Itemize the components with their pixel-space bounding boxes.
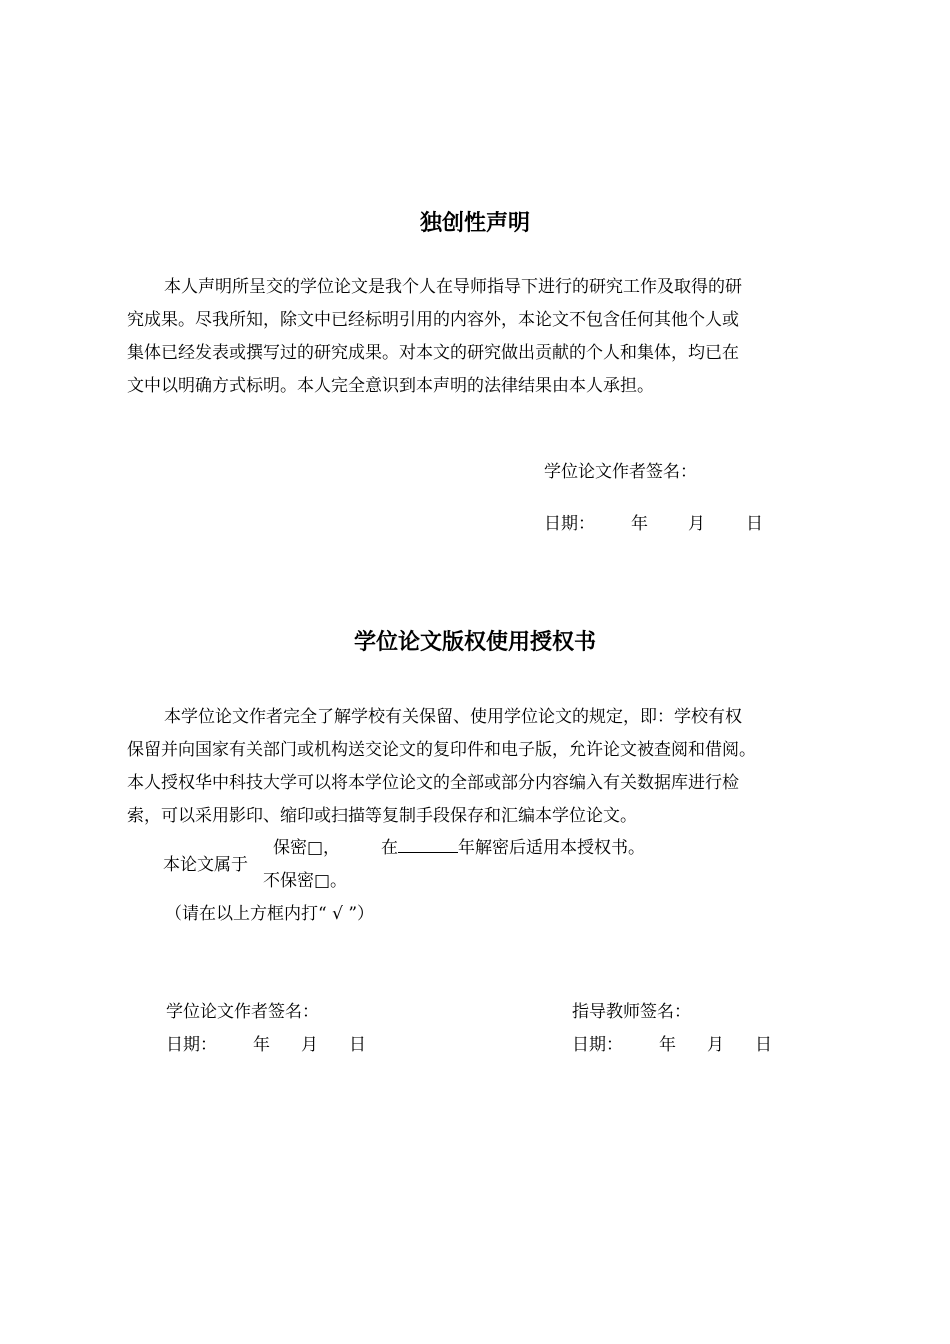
declaration-year-label: 年 <box>631 514 648 534</box>
declaration-line: 究成果。尽我所知，除文中已经标明引用的内容外，本论文不包含任何其他个人或 <box>127 310 739 330</box>
after-decrypt-text: 年解密后适用本授权书。 <box>458 838 645 858</box>
declaration-body <box>127 271 827 403</box>
in-text: 在 <box>381 838 398 858</box>
author-date-label: 日期： <box>166 1035 217 1055</box>
authorization-line: 本学位论文作者完全了解学校有关保留、使用学位论文的规定，即：学校有权 <box>164 707 742 727</box>
author-day-label: 日 <box>349 1035 366 1055</box>
declaration-title: 独创性声明 <box>419 211 530 236</box>
author-month-label: 月 <box>301 1035 318 1055</box>
supervisor-month-label: 月 <box>707 1035 724 1055</box>
authorization-line: 保留并向国家有关部门或机构送交论文的复印件和电子版，允许论文被查阅和借阅。 <box>127 740 756 760</box>
authorization-title: 学位论文版权使用授权书 <box>353 630 596 655</box>
supervisor-year-label: 年 <box>659 1035 676 1055</box>
author-year-label: 年 <box>253 1035 270 1055</box>
declaration-line: 文中以明确方式标明。本人完全意识到本声明的法律结果由本人承担。 <box>127 376 654 396</box>
authorization-line: 索，可以采用影印、缩印或扫描等复制手段保存和汇编本学位论文。 <box>127 806 637 826</box>
supervisor-date-label: 日期： <box>572 1035 623 1055</box>
supervisor-day-label: 日 <box>755 1035 772 1055</box>
confidential-option: 保密□， <box>273 838 341 858</box>
declaration-day-label: 日 <box>746 514 763 534</box>
authorization-line: 本人授权华中科技大学可以将本学位论文的全部或部分内容编入有关数据库进行检 <box>127 773 739 793</box>
declaration-month-label: 月 <box>688 514 705 534</box>
non-confidential-option: 不保密□。 <box>263 871 348 891</box>
declaration-date-label: 日期： <box>544 514 595 534</box>
decrypt-year-blank <box>398 838 458 853</box>
decrypt-period-text <box>381 838 645 858</box>
declaration-line: 集体已经发表或撰写过的研究成果。对本文的研究做出贡献的个人和集体，均已在 <box>127 343 739 363</box>
supervisor-sign-label: 指导教师签名： <box>572 1002 691 1022</box>
instruction-text: （请在以上方框内打“ √ ”） <box>165 904 375 924</box>
authorization-body <box>127 701 827 833</box>
belongs-label: 本论文属于 <box>163 855 248 875</box>
declaration-line: 本人声明所呈交的学位论文是我个人在导师指导下进行的研究工作及取得的研 <box>164 277 742 297</box>
authorization-author-sign-label: 学位论文作者签名： <box>166 1002 319 1022</box>
declaration-author-sign-label: 学位论文作者签名： <box>544 462 697 482</box>
